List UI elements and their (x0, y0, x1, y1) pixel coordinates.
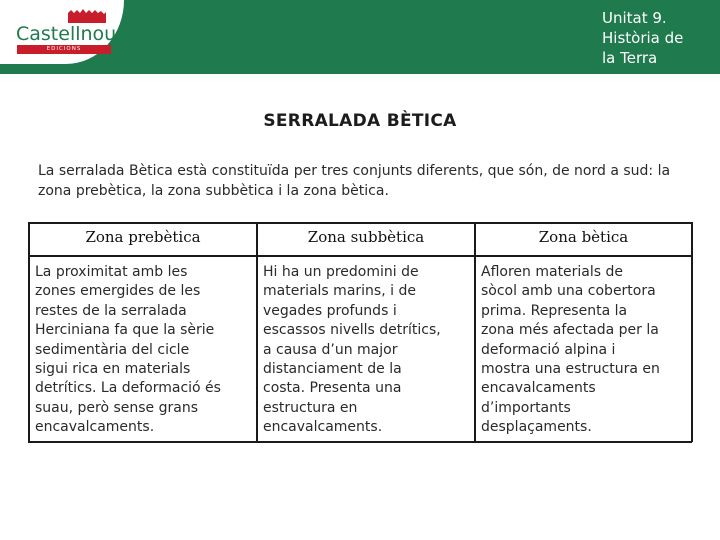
table-top-border (28, 222, 692, 224)
cell-line: materials marins, i de (263, 283, 416, 300)
cell-line: encavalcaments (481, 380, 596, 397)
cell-line: prima. Representa la (481, 302, 628, 319)
table-right-border (691, 222, 693, 442)
column-header-betica: Zona bètica (538, 228, 629, 246)
cell-line: Herciniana fa que la sèrie (35, 322, 215, 339)
cell-betica (481, 263, 691, 438)
cell-line: zones emergides de les (35, 283, 201, 300)
table-column-divider (256, 222, 258, 442)
cell-line: distanciament de la (263, 361, 402, 378)
cell-line: detrítics. La deformació és (35, 380, 221, 397)
cell-line: encavalcaments. (263, 419, 383, 436)
table-left-border (28, 222, 30, 442)
publisher-logo (0, 0, 124, 64)
cell-line: deformació alpina i (481, 341, 616, 358)
cell-line: sedimentària del cicle (35, 341, 190, 358)
cell-subbetica (263, 263, 474, 438)
unit-title-line: Història de (602, 29, 684, 47)
cell-line: encavalcaments. (35, 419, 155, 436)
column-header-prebetica: Zona prebètica (85, 228, 201, 246)
cell-line: zona més afectada per la (481, 322, 659, 339)
page-title: SERRALADA BÈTICA (263, 111, 457, 131)
cell-line: sòcol amb una cobertora (481, 283, 656, 300)
cell-line: Afloren materials de (481, 264, 624, 280)
unit-title (602, 8, 714, 68)
cell-line: vegades profunds i (263, 302, 397, 319)
logo-name: Castellnou (16, 23, 117, 45)
cell-line: suau, però sense grans (35, 399, 199, 416)
table-header-divider (28, 255, 692, 257)
cell-line: Hi ha un predomini de (263, 264, 419, 280)
cell-line: mostra una estructura en (481, 361, 660, 378)
cell-line: d’importants (481, 399, 571, 416)
unit-title-line: la Terra (602, 49, 658, 67)
cell-line: desplaçaments. (481, 419, 592, 436)
cell-line: La proximitat amb les (35, 264, 188, 280)
logo-subtitle: EDICIONS (17, 45, 111, 54)
cell-line: sigui rica en materials (35, 361, 191, 378)
cell-line: a causa d’un major (263, 341, 398, 358)
cell-line: estructura en (263, 399, 358, 416)
cell-prebetica (35, 263, 255, 438)
cell-line: restes de la serralada (35, 302, 187, 319)
table-bottom-border (28, 441, 692, 443)
header-banner (0, 0, 720, 74)
cell-line: costa. Presenta una (263, 380, 402, 397)
cell-line: escassos nivells detrítics, (263, 322, 441, 339)
intro-paragraph: La serralada Bètica està constituïda per tres conjunts diferents, que són, de nord a sud: la zona prebètica, la zona subbètica i la zona bètica. (38, 163, 671, 199)
column-header-subbetica: Zona subbètica (307, 228, 425, 246)
table-column-divider (474, 222, 476, 442)
unit-title-line: Unitat 9. (602, 9, 667, 27)
